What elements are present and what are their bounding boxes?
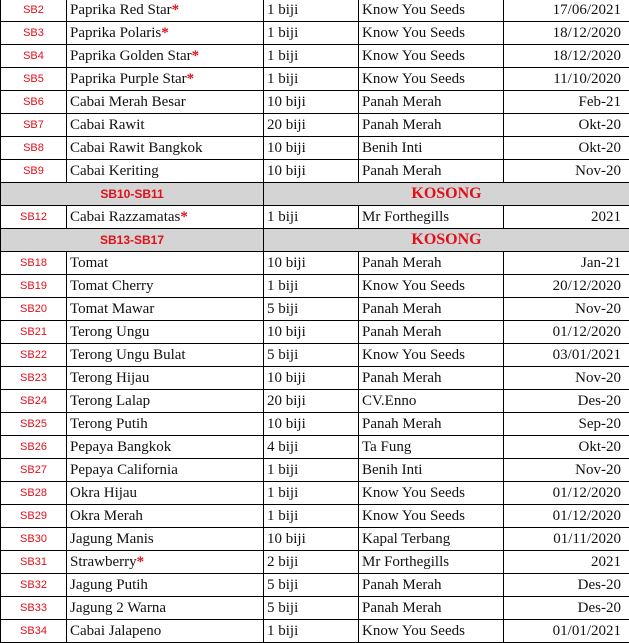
seed-quantity-cell: [264, 252, 359, 275]
seed-date: 01/01/2021: [553, 623, 621, 639]
seed-name: Cabai Razzamatas: [70, 209, 180, 225]
seed-quantity: 20 biji: [267, 393, 306, 409]
seed-date-cell: [504, 114, 629, 137]
seed-supplier: CV.Enno: [362, 393, 416, 409]
seed-code-cell: [1, 505, 67, 528]
seed-quantity: 2 biji: [267, 554, 298, 570]
seed-quantity-cell: [264, 551, 359, 574]
seed-quantity-cell: [264, 528, 359, 551]
seed-code-cell: [1, 45, 67, 68]
seed-supplier-cell: [359, 68, 504, 91]
seed-code: SB2: [23, 4, 44, 16]
seed-code-cell: [1, 91, 67, 114]
seed-date: Des-20: [578, 393, 621, 409]
empty-range-row: [1, 229, 629, 252]
seed-date-cell: [504, 0, 629, 22]
seed-date: 01/12/2020: [553, 485, 621, 501]
seed-supplier-cell: [359, 252, 504, 275]
seed-name-cell: [67, 505, 264, 528]
seed-code: SB3: [23, 27, 44, 39]
seed-quantity-cell: [264, 137, 359, 160]
seed-supplier: Know You Seeds: [362, 2, 465, 18]
seed-date-cell: [504, 597, 629, 620]
seed-date-cell: [504, 482, 629, 505]
seed-name: Jagung Putih: [70, 577, 148, 593]
seed-name-cell: [67, 390, 264, 413]
seed-supplier-cell: [359, 482, 504, 505]
seed-name: Terong Ungu: [70, 324, 149, 340]
seed-date: Okt-20: [579, 140, 622, 156]
seed-code: SB22: [20, 349, 47, 361]
seed-row: [1, 551, 629, 574]
seed-code-cell: [1, 597, 67, 620]
seed-quantity: 1 biji: [267, 2, 298, 18]
seed-supplier: Panah Merah: [362, 577, 442, 593]
seed-supplier-cell: [359, 390, 504, 413]
seed-date: Des-20: [578, 600, 621, 616]
seed-row: [1, 91, 629, 114]
seed-quantity: 1 biji: [267, 623, 298, 639]
seed-supplier-cell: [359, 413, 504, 436]
seed-name: Cabai Merah Besar: [70, 94, 186, 110]
seed-supplier: Mr Forthegills: [362, 209, 449, 225]
seed-name-cell: [67, 68, 264, 91]
seed-code: SB24: [20, 395, 47, 407]
seed-supplier: Know You Seeds: [362, 278, 465, 294]
seed-supplier: Benih Inti: [362, 462, 422, 478]
seed-supplier-cell: [359, 91, 504, 114]
seed-date: Nov-20: [575, 462, 621, 478]
seed-code-cell: [1, 137, 67, 160]
seed-date: Feb-21: [579, 94, 622, 110]
seed-supplier: Panah Merah: [362, 94, 442, 110]
seed-supplier-cell: [359, 298, 504, 321]
seed-code: SB34: [20, 625, 47, 637]
seed-row: [1, 45, 629, 68]
seed-quantity: 4 biji: [267, 439, 298, 455]
seed-code-cell: [1, 206, 67, 229]
seed-code-cell: [1, 620, 67, 643]
seed-date: 01/12/2020: [553, 508, 621, 524]
seed-supplier: Know You Seeds: [362, 485, 465, 501]
empty-range-code: SB10-SB11: [1, 183, 264, 206]
seed-date-cell: [504, 574, 629, 597]
seed-quantity-cell: [264, 597, 359, 620]
seed-supplier: Panah Merah: [362, 600, 442, 616]
seed-name: Paprika Red Star: [70, 2, 172, 18]
seed-quantity: 1 biji: [267, 209, 298, 225]
seed-date: Okt-20: [579, 117, 622, 133]
seed-date: Jan-21: [581, 255, 621, 271]
seed-name: Tomat: [70, 255, 108, 271]
seed-row: [1, 413, 629, 436]
seed-code: SB23: [20, 372, 47, 384]
seed-quantity: 5 biji: [267, 347, 298, 363]
seed-supplier-cell: [359, 528, 504, 551]
seed-quantity-cell: [264, 482, 359, 505]
seed-code: SB20: [20, 303, 47, 315]
imported-star-marker: *: [187, 71, 195, 87]
seed-code-cell: [1, 252, 67, 275]
seed-row: [1, 459, 629, 482]
seed-date: 2021: [591, 554, 621, 570]
seed-date-cell: [504, 91, 629, 114]
seed-quantity-cell: [264, 344, 359, 367]
seed-code-cell: [1, 574, 67, 597]
seed-name: Terong Lalap: [70, 393, 150, 409]
seed-quantity: 10 biji: [267, 163, 306, 179]
seed-code: SB26: [20, 441, 47, 453]
seed-code: SB25: [20, 418, 47, 430]
seed-quantity-cell: [264, 367, 359, 390]
seed-supplier: Know You Seeds: [362, 623, 465, 639]
seed-date: Okt-20: [579, 439, 622, 455]
seed-date-cell: [504, 390, 629, 413]
seed-name-cell: [67, 114, 264, 137]
seed-date-cell: [504, 45, 629, 68]
seed-name: Jagung 2 Warna: [70, 600, 166, 616]
seed-supplier: Benih Inti: [362, 140, 422, 156]
seed-code-cell: [1, 528, 67, 551]
seed-supplier: Kapal Terbang: [362, 531, 450, 547]
seed-row: [1, 436, 629, 459]
seed-quantity-cell: [264, 114, 359, 137]
seed-name: Jagung Manis: [70, 531, 154, 547]
seed-code-cell: [1, 367, 67, 390]
seed-quantity: 1 biji: [267, 462, 298, 478]
seed-date-cell: [504, 344, 629, 367]
seed-quantity: 10 biji: [267, 255, 306, 271]
seed-name-cell: [67, 482, 264, 505]
seed-date-cell: [504, 505, 629, 528]
seed-quantity-cell: [264, 298, 359, 321]
seed-date: 11/10/2020: [553, 71, 621, 87]
seed-supplier-cell: [359, 344, 504, 367]
seed-date-cell: [504, 459, 629, 482]
seed-quantity: 10 biji: [267, 324, 306, 340]
seed-code-cell: [1, 114, 67, 137]
seed-code-cell: [1, 321, 67, 344]
seed-code-cell: [1, 551, 67, 574]
seed-name-cell: [67, 0, 264, 22]
seed-supplier-cell: [359, 436, 504, 459]
seed-supplier: Know You Seeds: [362, 347, 465, 363]
imported-star-marker: *: [180, 209, 188, 225]
seed-supplier: Know You Seeds: [362, 48, 465, 64]
seed-quantity-cell: [264, 413, 359, 436]
seed-code-cell: [1, 413, 67, 436]
seed-name-cell: [67, 91, 264, 114]
seed-quantity-cell: [264, 206, 359, 229]
seed-row: [1, 252, 629, 275]
seed-code-cell: [1, 482, 67, 505]
seed-date: 01/12/2020: [553, 324, 621, 340]
seed-code-cell: [1, 298, 67, 321]
seed-name: Terong Hijau: [70, 370, 149, 386]
empty-range-code: SB13-SB17: [1, 229, 264, 252]
seed-name: Strawberry: [70, 554, 137, 570]
seed-name-cell: [67, 275, 264, 298]
seed-name-cell: [67, 45, 264, 68]
seed-supplier-cell: [359, 551, 504, 574]
seed-row: [1, 298, 629, 321]
seed-quantity-cell: [264, 160, 359, 183]
seed-code: SB5: [23, 73, 44, 85]
seed-supplier: Panah Merah: [362, 301, 442, 317]
seed-date: Nov-20: [575, 370, 621, 386]
seed-name: Terong Putih: [70, 416, 148, 432]
seed-code: SB19: [20, 280, 47, 292]
seed-date-cell: [504, 367, 629, 390]
seed-code: SB9: [23, 165, 44, 177]
seed-supplier-cell: [359, 367, 504, 390]
seed-name-cell: [67, 206, 264, 229]
seed-supplier-cell: [359, 321, 504, 344]
empty-status-label: KOSONG: [264, 183, 629, 206]
seed-code: SB21: [20, 326, 47, 338]
seed-quantity: 1 biji: [267, 71, 298, 87]
seed-row: [1, 275, 629, 298]
seed-quantity: 1 biji: [267, 278, 298, 294]
seed-name-cell: [67, 252, 264, 275]
seed-date: 20/12/2020: [553, 278, 621, 294]
seed-supplier: Know You Seeds: [362, 508, 465, 524]
seed-date-cell: [504, 551, 629, 574]
seed-code: SB27: [20, 464, 47, 476]
seed-supplier-cell: [359, 114, 504, 137]
seed-row: [1, 505, 629, 528]
seed-quantity-cell: [264, 436, 359, 459]
seed-code-cell: [1, 344, 67, 367]
seed-code: SB29: [20, 510, 47, 522]
seed-quantity-cell: [264, 505, 359, 528]
seed-row: [1, 160, 629, 183]
seed-date-cell: [504, 275, 629, 298]
seed-quantity: 10 biji: [267, 140, 306, 156]
seed-name-cell: [67, 551, 264, 574]
seed-code-cell: [1, 0, 67, 22]
seed-name-cell: [67, 436, 264, 459]
seed-date: 2021: [591, 209, 621, 225]
imported-star-marker: *: [172, 2, 180, 18]
seed-date-cell: [504, 321, 629, 344]
seed-name-cell: [67, 160, 264, 183]
seed-supplier-cell: [359, 574, 504, 597]
seed-name: Paprika Purple Star: [70, 71, 187, 87]
seed-name: Paprika Golden Star: [70, 48, 192, 64]
seed-quantity-cell: [264, 321, 359, 344]
seed-code: SB18: [20, 257, 47, 269]
seed-quantity: 5 biji: [267, 600, 298, 616]
seed-date: 18/12/2020: [553, 48, 621, 64]
seed-supplier-cell: [359, 206, 504, 229]
seed-row: [1, 344, 629, 367]
seed-name: Tomat Cherry: [70, 278, 154, 294]
seed-quantity: 10 biji: [267, 370, 306, 386]
seed-inventory-body: [1, 0, 629, 643]
seed-supplier: Panah Merah: [362, 370, 442, 386]
seed-name-cell: [67, 574, 264, 597]
seed-name-cell: [67, 344, 264, 367]
seed-date-cell: [504, 298, 629, 321]
seed-quantity-cell: [264, 22, 359, 45]
seed-quantity-cell: [264, 91, 359, 114]
seed-code: SB7: [23, 119, 44, 131]
seed-row: [1, 482, 629, 505]
seed-row: [1, 22, 629, 45]
seed-date: 17/06/2021: [553, 2, 621, 18]
seed-supplier-cell: [359, 0, 504, 22]
seed-supplier-cell: [359, 620, 504, 643]
seed-supplier-cell: [359, 275, 504, 298]
seed-supplier: Ta Fung: [362, 439, 411, 455]
seed-supplier: Panah Merah: [362, 324, 442, 340]
seed-name-cell: [67, 597, 264, 620]
seed-name-cell: [67, 367, 264, 390]
seed-row: [1, 321, 629, 344]
seed-row: [1, 367, 629, 390]
imported-star-marker: *: [161, 25, 169, 41]
seed-name-cell: [67, 321, 264, 344]
seed-code-cell: [1, 459, 67, 482]
seed-date-cell: [504, 252, 629, 275]
seed-row: [1, 390, 629, 413]
seed-code-cell: [1, 390, 67, 413]
seed-code: SB33: [20, 602, 47, 614]
seed-date: Nov-20: [575, 163, 621, 179]
seed-name: Cabai Keriting: [70, 163, 159, 179]
seed-date-cell: [504, 22, 629, 45]
seed-supplier-cell: [359, 137, 504, 160]
seed-row: [1, 0, 629, 22]
seed-code-cell: [1, 22, 67, 45]
seed-date-cell: [504, 413, 629, 436]
seed-quantity-cell: [264, 574, 359, 597]
seed-supplier: Panah Merah: [362, 117, 442, 133]
seed-date: 18/12/2020: [553, 25, 621, 41]
seed-code: SB30: [20, 533, 47, 545]
seed-row: [1, 206, 629, 229]
seed-date: Des-20: [578, 577, 621, 593]
seed-quantity: 1 biji: [267, 25, 298, 41]
seed-quantity-cell: [264, 0, 359, 22]
seed-supplier-cell: [359, 597, 504, 620]
seed-code-cell: [1, 275, 67, 298]
seed-name: Terong Ungu Bulat: [70, 347, 186, 363]
seed-supplier: Know You Seeds: [362, 71, 465, 87]
seed-row: [1, 114, 629, 137]
seed-date: 01/11/2020: [553, 531, 621, 547]
seed-name: Cabai Rawit Bangkok: [70, 140, 202, 156]
empty-status-label: KOSONG: [264, 229, 629, 252]
seed-row: [1, 137, 629, 160]
seed-row: [1, 620, 629, 643]
seed-quantity: 10 biji: [267, 531, 306, 547]
seed-supplier: Know You Seeds: [362, 25, 465, 41]
seed-name: Cabai Rawit: [70, 117, 145, 133]
seed-name: Tomat Mawar: [70, 301, 154, 317]
seed-quantity-cell: [264, 275, 359, 298]
seed-date: Sep-20: [579, 416, 622, 432]
seed-code: SB28: [20, 487, 47, 499]
seed-name: Okra Hijau: [70, 485, 137, 501]
seed-row: [1, 68, 629, 91]
seed-supplier-cell: [359, 160, 504, 183]
seed-quantity-cell: [264, 459, 359, 482]
seed-name-cell: [67, 298, 264, 321]
seed-supplier: Panah Merah: [362, 416, 442, 432]
seed-date-cell: [504, 68, 629, 91]
seed-supplier-cell: [359, 459, 504, 482]
seed-quantity-cell: [264, 390, 359, 413]
seed-code: SB4: [23, 50, 44, 62]
seed-date-cell: [504, 436, 629, 459]
seed-supplier-cell: [359, 45, 504, 68]
seed-supplier: Mr Forthegills: [362, 554, 449, 570]
seed-name-cell: [67, 620, 264, 643]
seed-quantity: 1 biji: [267, 485, 298, 501]
seed-code-cell: [1, 436, 67, 459]
seed-code-cell: [1, 160, 67, 183]
seed-quantity: 1 biji: [267, 48, 298, 64]
seed-name-cell: [67, 413, 264, 436]
seed-quantity: 10 biji: [267, 94, 306, 110]
seed-quantity-cell: [264, 45, 359, 68]
seed-name: Paprika Polaris: [70, 25, 161, 41]
seed-row: [1, 528, 629, 551]
imported-star-marker: *: [192, 48, 200, 64]
seed-row: [1, 597, 629, 620]
seed-name-cell: [67, 137, 264, 160]
seed-code-cell: [1, 68, 67, 91]
seed-row: [1, 574, 629, 597]
seed-date-cell: [504, 620, 629, 643]
seed-quantity-cell: [264, 620, 359, 643]
seed-supplier: Panah Merah: [362, 255, 442, 271]
seed-quantity: 10 biji: [267, 416, 306, 432]
seed-name: Okra Merah: [70, 508, 143, 524]
seed-supplier-cell: [359, 22, 504, 45]
empty-range-row: [1, 183, 629, 206]
seed-name-cell: [67, 22, 264, 45]
seed-name: Pepaya Bangkok: [70, 439, 171, 455]
seed-name: Pepaya California: [70, 462, 178, 478]
seed-date-cell: [504, 206, 629, 229]
seed-name: Cabai Jalapeno: [70, 623, 161, 639]
imported-star-marker: *: [137, 554, 145, 570]
seed-supplier-cell: [359, 505, 504, 528]
seed-code: SB6: [23, 96, 44, 108]
seed-date: 03/01/2021: [553, 347, 621, 363]
seed-date-cell: [504, 528, 629, 551]
seed-date-cell: [504, 137, 629, 160]
seed-quantity-cell: [264, 68, 359, 91]
seed-name-cell: [67, 528, 264, 551]
seed-code: SB12: [20, 211, 47, 223]
seed-code: SB8: [23, 142, 44, 154]
seed-quantity: 1 biji: [267, 508, 298, 524]
seed-name-cell: [67, 459, 264, 482]
seed-date: Nov-20: [575, 301, 621, 317]
seed-code: SB31: [20, 556, 47, 568]
seed-date-cell: [504, 160, 629, 183]
seed-quantity: 20 biji: [267, 117, 306, 133]
seed-quantity: 5 biji: [267, 301, 298, 317]
seed-supplier: Panah Merah: [362, 163, 442, 179]
seed-quantity: 5 biji: [267, 577, 298, 593]
seed-code: SB32: [20, 579, 47, 591]
